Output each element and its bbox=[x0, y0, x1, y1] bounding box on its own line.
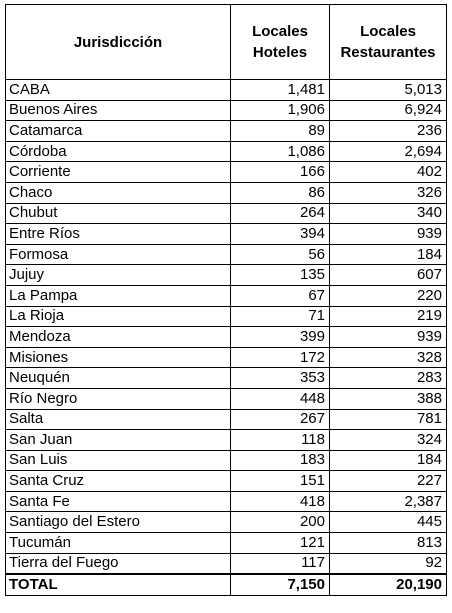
hotels-cell: 353 bbox=[231, 368, 330, 389]
table-row bbox=[6, 533, 447, 554]
header-hotels-line2: Hoteles bbox=[252, 44, 308, 61]
table-row bbox=[6, 368, 447, 389]
restaurants-cell: 939 bbox=[330, 327, 447, 348]
restaurants-cell: 939 bbox=[330, 224, 447, 245]
restaurants-cell: 813 bbox=[330, 533, 447, 554]
table-row bbox=[6, 471, 447, 492]
table-row bbox=[6, 430, 447, 451]
hotels-cell: 264 bbox=[231, 203, 330, 224]
hotels-cell: 7,150 bbox=[231, 574, 330, 595]
restaurants-cell: 184 bbox=[330, 450, 447, 471]
restaurants-cell: 220 bbox=[330, 285, 447, 306]
hotels-cell: 418 bbox=[231, 491, 330, 512]
restaurants-cell: 607 bbox=[330, 265, 447, 286]
restaurants-cell: 340 bbox=[330, 203, 447, 224]
jurisdiction-cell: Tucumán bbox=[6, 533, 231, 554]
jurisdiction-cell: Santa Cruz bbox=[6, 471, 231, 492]
table-row bbox=[6, 327, 447, 348]
jurisdiction-cell: Catamarca bbox=[6, 121, 231, 142]
hotels-cell: 86 bbox=[231, 182, 330, 203]
jurisdiction-cell: Santa Fe bbox=[6, 491, 231, 512]
hotels-cell: 183 bbox=[231, 450, 330, 471]
jurisdiction-table bbox=[5, 4, 447, 596]
restaurants-cell: 324 bbox=[330, 430, 447, 451]
table-row bbox=[6, 265, 447, 286]
jurisdiction-cell: Neuquén bbox=[6, 368, 231, 389]
restaurants-cell: 2,387 bbox=[330, 491, 447, 512]
table-row bbox=[6, 162, 447, 183]
hotels-cell: 117 bbox=[231, 553, 330, 574]
hotels-cell: 448 bbox=[231, 388, 330, 409]
restaurants-cell: 20,190 bbox=[330, 574, 447, 595]
table-row bbox=[6, 306, 447, 327]
table-row bbox=[6, 409, 447, 430]
jurisdiction-cell: Santiago del Estero bbox=[6, 512, 231, 533]
jurisdiction-cell: Tierra del Fuego bbox=[6, 553, 231, 574]
restaurants-cell: 5,013 bbox=[330, 80, 447, 101]
restaurants-cell: 388 bbox=[330, 388, 447, 409]
table-row bbox=[6, 244, 447, 265]
jurisdiction-cell: Misiones bbox=[6, 347, 231, 368]
jurisdiction-cell: TOTAL bbox=[6, 574, 231, 595]
hotels-cell: 151 bbox=[231, 471, 330, 492]
hotels-cell: 172 bbox=[231, 347, 330, 368]
restaurants-cell: 2,694 bbox=[330, 141, 447, 162]
hotels-cell: 135 bbox=[231, 265, 330, 286]
table-row bbox=[6, 491, 447, 512]
jurisdiction-cell: Salta bbox=[6, 409, 231, 430]
header-restaurants-line2: Restaurantes bbox=[340, 44, 436, 61]
hotels-cell: 1,481 bbox=[231, 80, 330, 101]
header-hotels bbox=[231, 5, 330, 80]
table-row bbox=[6, 224, 447, 245]
header-hotels-line1: Locales bbox=[252, 23, 308, 40]
table-row bbox=[6, 285, 447, 306]
hotels-cell: 71 bbox=[231, 306, 330, 327]
restaurants-cell: 236 bbox=[330, 121, 447, 142]
jurisdiction-cell: Río Negro bbox=[6, 388, 231, 409]
restaurants-cell: 6,924 bbox=[330, 100, 447, 121]
hotels-cell: 1,906 bbox=[231, 100, 330, 121]
hotels-cell: 67 bbox=[231, 285, 330, 306]
hotels-cell: 118 bbox=[231, 430, 330, 451]
jurisdiction-cell: Córdoba bbox=[6, 141, 231, 162]
header-jurisdiction-label: Jurisdicción bbox=[73, 33, 163, 51]
table-row bbox=[6, 388, 447, 409]
restaurants-cell: 781 bbox=[330, 409, 447, 430]
total-row bbox=[6, 574, 447, 595]
hotels-cell: 394 bbox=[231, 224, 330, 245]
restaurants-cell: 283 bbox=[330, 368, 447, 389]
table-row bbox=[6, 203, 447, 224]
header-row bbox=[6, 5, 447, 80]
restaurants-cell: 445 bbox=[330, 512, 447, 533]
hotels-cell: 166 bbox=[231, 162, 330, 183]
header-jurisdiction bbox=[6, 5, 231, 80]
hotels-cell: 1,086 bbox=[231, 141, 330, 162]
table-row bbox=[6, 141, 447, 162]
restaurants-cell: 92 bbox=[330, 553, 447, 574]
jurisdiction-cell: Buenos Aires bbox=[6, 100, 231, 121]
table-container bbox=[5, 4, 446, 596]
jurisdiction-cell: Chaco bbox=[6, 182, 231, 203]
table-row bbox=[6, 512, 447, 533]
jurisdiction-cell: Corriente bbox=[6, 162, 231, 183]
hotels-cell: 121 bbox=[231, 533, 330, 554]
restaurants-cell: 219 bbox=[330, 306, 447, 327]
table-row bbox=[6, 450, 447, 471]
jurisdiction-cell: La Pampa bbox=[6, 285, 231, 306]
restaurants-cell: 227 bbox=[330, 471, 447, 492]
jurisdiction-cell: La Rioja bbox=[6, 306, 231, 327]
jurisdiction-cell: Jujuy bbox=[6, 265, 231, 286]
header-restaurants-line1: Locales bbox=[360, 23, 416, 40]
restaurants-cell: 328 bbox=[330, 347, 447, 368]
table-row bbox=[6, 182, 447, 203]
hotels-cell: 89 bbox=[231, 121, 330, 142]
jurisdiction-cell: CABA bbox=[6, 80, 231, 101]
hotels-cell: 56 bbox=[231, 244, 330, 265]
table-row bbox=[6, 80, 447, 101]
table-row bbox=[6, 121, 447, 142]
jurisdiction-cell: Formosa bbox=[6, 244, 231, 265]
jurisdiction-cell: Mendoza bbox=[6, 327, 231, 348]
hotels-cell: 399 bbox=[231, 327, 330, 348]
table-row bbox=[6, 347, 447, 368]
header-restaurants bbox=[330, 5, 447, 80]
table-row bbox=[6, 100, 447, 121]
restaurants-cell: 326 bbox=[330, 182, 447, 203]
jurisdiction-cell: Chubut bbox=[6, 203, 231, 224]
hotels-cell: 267 bbox=[231, 409, 330, 430]
jurisdiction-cell: Entre Ríos bbox=[6, 224, 231, 245]
jurisdiction-cell: San Luis bbox=[6, 450, 231, 471]
restaurants-cell: 402 bbox=[330, 162, 447, 183]
table-body bbox=[6, 80, 447, 596]
table-row bbox=[6, 553, 447, 574]
restaurants-cell: 184 bbox=[330, 244, 447, 265]
jurisdiction-cell: San Juan bbox=[6, 430, 231, 451]
hotels-cell: 200 bbox=[231, 512, 330, 533]
